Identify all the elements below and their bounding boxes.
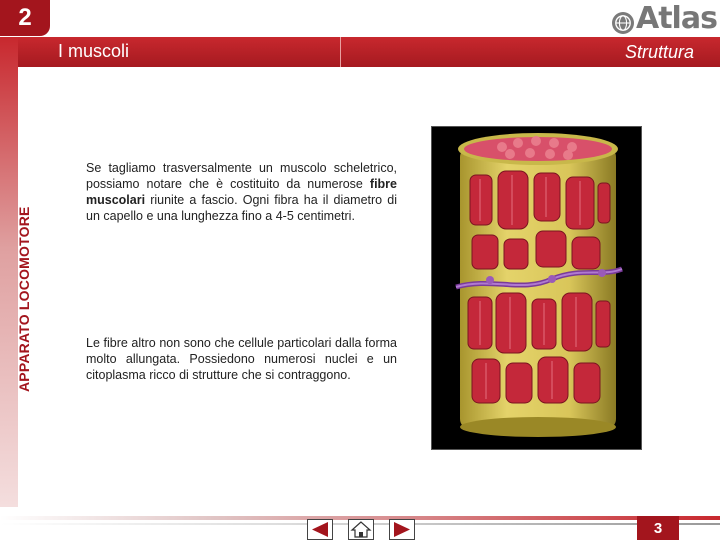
paragraph-1 bbox=[86, 160, 397, 224]
paragraph-1-text-end: riunite a fascio. Ogni fibra ha il diametro di un capello e una lunghezza fino a 4-5 centimetri. bbox=[86, 193, 397, 223]
atlas-logo bbox=[612, 2, 717, 36]
next-page-button[interactable] bbox=[389, 519, 415, 540]
paragraph-2: Le fibre altro non sono che cellule particolari dalla forma molto allungata. Possiedono numerosi nuclei e un citoplasma ricco di strutture che si contraggono. bbox=[86, 336, 397, 382]
header-bar bbox=[18, 37, 720, 67]
page-subtitle: Struttura bbox=[624, 42, 694, 62]
page-number: 3 bbox=[637, 516, 679, 540]
previous-page-button[interactable] bbox=[307, 519, 333, 540]
section-label: APPARATO LOCOMOTORE bbox=[16, 206, 32, 392]
chapter-number: 2 bbox=[0, 0, 50, 36]
muscle-illustration bbox=[431, 126, 642, 450]
home-button[interactable] bbox=[348, 519, 374, 540]
triangle-left-icon bbox=[309, 521, 331, 538]
paragraph-1-text: Se tagliamo trasversalmente un muscolo scheletrico, possiamo notare che è costituito da numerose bbox=[86, 161, 397, 191]
paragraph-1-bold-term: fibre muscolari bbox=[86, 177, 397, 207]
globe-icon bbox=[612, 12, 634, 34]
header-divider bbox=[340, 37, 341, 67]
logo-text: Atlas bbox=[636, 1, 717, 36]
page-title: I muscoli bbox=[58, 41, 130, 61]
home-icon bbox=[350, 521, 372, 538]
triangle-right-icon bbox=[391, 521, 413, 538]
